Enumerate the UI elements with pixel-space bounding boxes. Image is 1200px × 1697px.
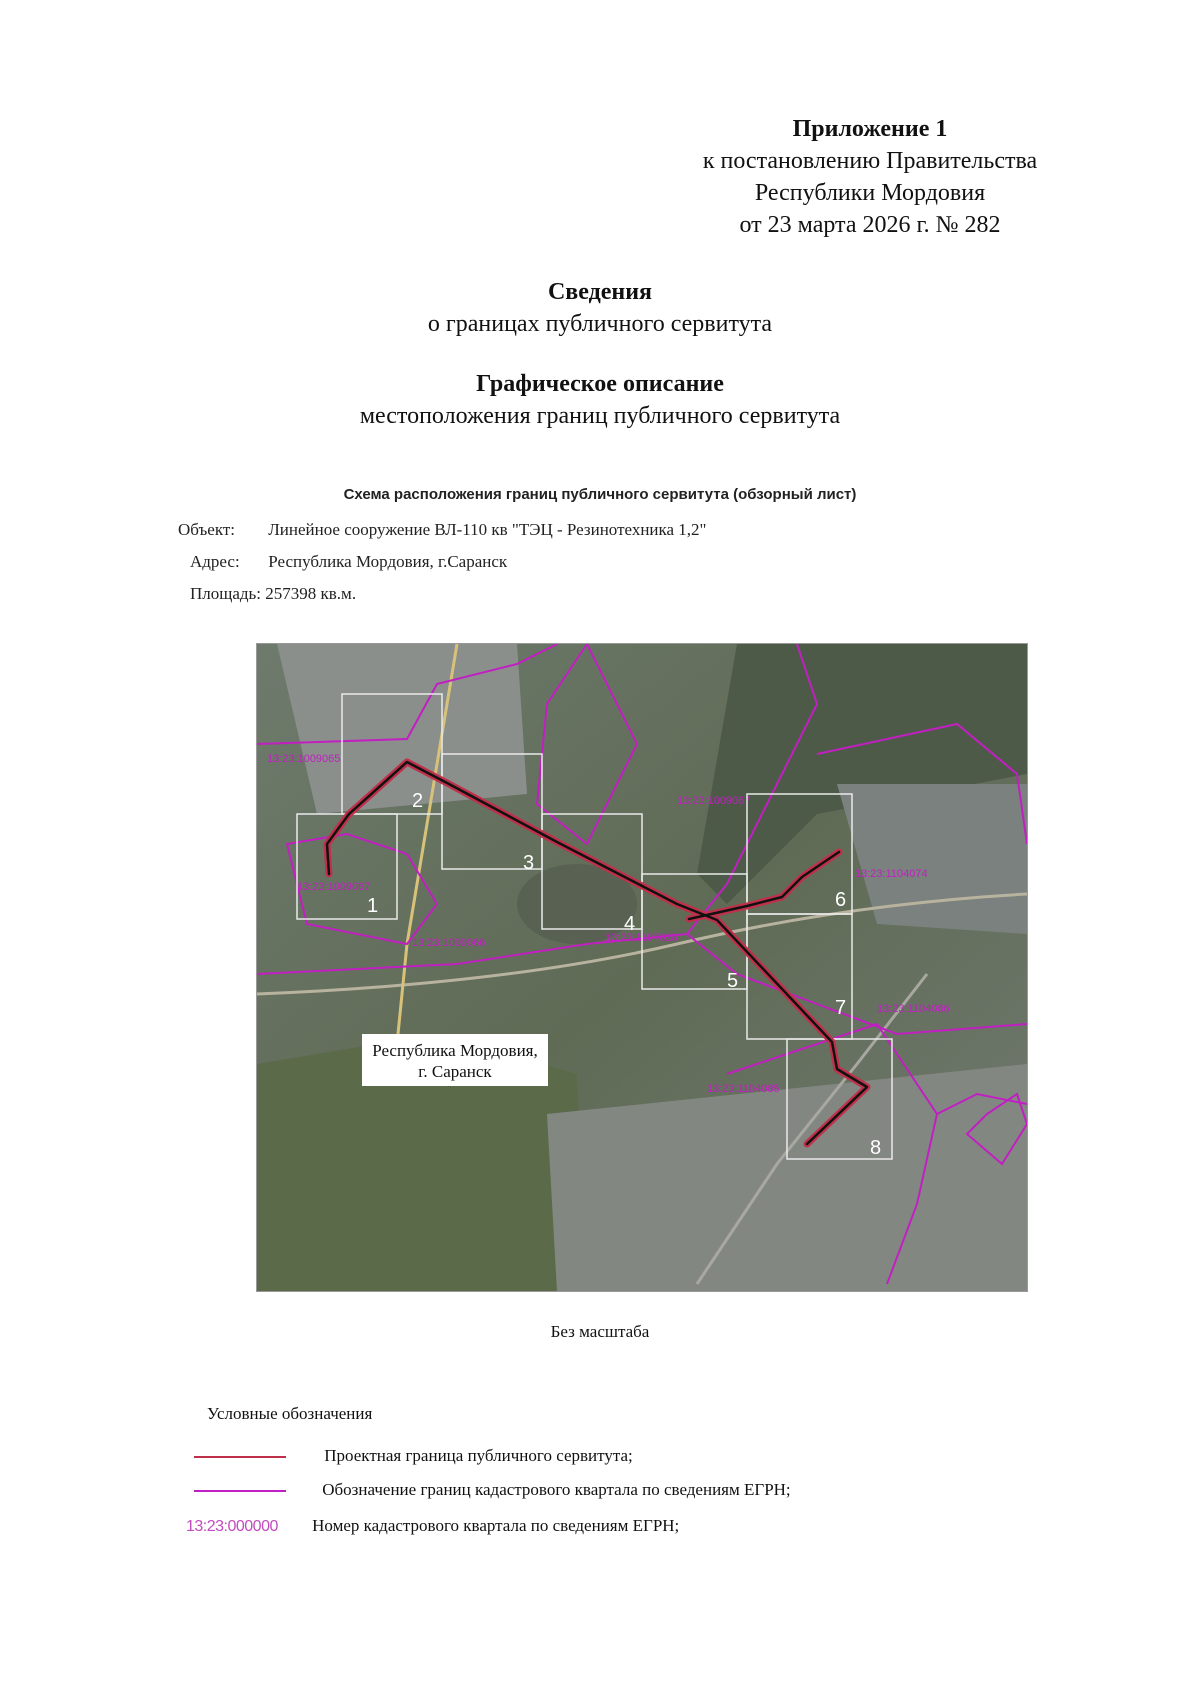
- legend-number-text: Номер кадастрового квартала по сведениям ЕГРН;: [312, 1516, 680, 1535]
- legend-servitude-line: [194, 1456, 286, 1458]
- section-graphic-subtitle: местоположения границ публичного сервитута: [359, 403, 841, 429]
- appendix-block: [660, 113, 1080, 241]
- servitude-map: [256, 643, 1028, 1292]
- schema-title: Схема расположения границ публичного сервитута (обзорный лист): [343, 486, 857, 503]
- section-graphic: [0, 368, 1200, 432]
- sheet-number-6: 6: [835, 889, 847, 911]
- quarter-number-label: 13:23:1009065: [267, 753, 341, 765]
- industrial-area: [277, 644, 527, 814]
- object-value: Линейное сооружение ВЛ-110 кв "ТЭЦ - Резинотехника 1,2": [268, 520, 707, 539]
- legend-title: Условные обозначения: [207, 1404, 373, 1423]
- section-info-title: Сведения: [547, 279, 653, 305]
- schema-object: [178, 520, 707, 540]
- legend-item-quarter: [186, 1480, 791, 1500]
- place-label-line-2: г. Саранск: [418, 1062, 492, 1081]
- map-image: [257, 644, 1027, 1291]
- schema-address: [190, 552, 507, 572]
- sheet-number-8: 8: [870, 1137, 882, 1159]
- legend-quarter-line: [194, 1490, 286, 1492]
- appendix-title: Приложение 1: [792, 116, 948, 142]
- address-label: Адрес:: [190, 552, 240, 571]
- sheet-number-3: 3: [523, 852, 535, 874]
- section-info-subtitle: о границах публичного сервитута: [427, 311, 773, 337]
- legend-number-code: 13:23:000000: [186, 1518, 278, 1535]
- quarter-number-label: 13:23:1104085: [707, 1083, 780, 1095]
- quarter-number-label: 13:23:1009067: [297, 881, 371, 893]
- place-label-line-1: Республика Мордовия,: [372, 1041, 538, 1060]
- quarter-number-label: 13:23:1009067: [677, 795, 751, 807]
- sheet-number-4: 4: [624, 913, 636, 935]
- legend-item-number: [186, 1516, 679, 1536]
- appendix-line-3: от 23 марта 2026 г. № 282: [739, 212, 1001, 238]
- section-graphic-title: Графическое описание: [476, 371, 724, 397]
- quarter-number-label: 13:23:1104086: [877, 1003, 950, 1015]
- scale-note: Без масштаба: [550, 1322, 650, 1341]
- sheet-number-7: 7: [835, 997, 847, 1019]
- address-value: Республика Мордовия, г.Саранск: [268, 552, 508, 571]
- quarter-number-label: 13:23:1104074: [855, 868, 928, 880]
- sheet-number-2: 2: [412, 790, 424, 812]
- appendix-line-2: Республики Мордовия: [754, 180, 986, 206]
- section-info: [0, 276, 1200, 340]
- legend-item-servitude: [186, 1446, 633, 1466]
- legend-quarter-text: Обозначение границ кадастрового квартала по сведениям ЕГРН;: [322, 1480, 791, 1499]
- quarter-number-label: 13:23:1107028: [605, 932, 678, 944]
- legend-servitude-text: Проектная граница публичного сервитута;: [324, 1446, 633, 1465]
- appendix-line-1: к постановлению Правительства: [702, 148, 1038, 174]
- quarter-number-label: 13:23:1009066: [412, 937, 486, 949]
- sheet-number-5: 5: [727, 970, 739, 992]
- schema-area: Площадь: 257398 кв.м.: [190, 584, 357, 603]
- object-label: Объект:: [178, 520, 236, 539]
- sheet-number-1: 1: [367, 895, 379, 917]
